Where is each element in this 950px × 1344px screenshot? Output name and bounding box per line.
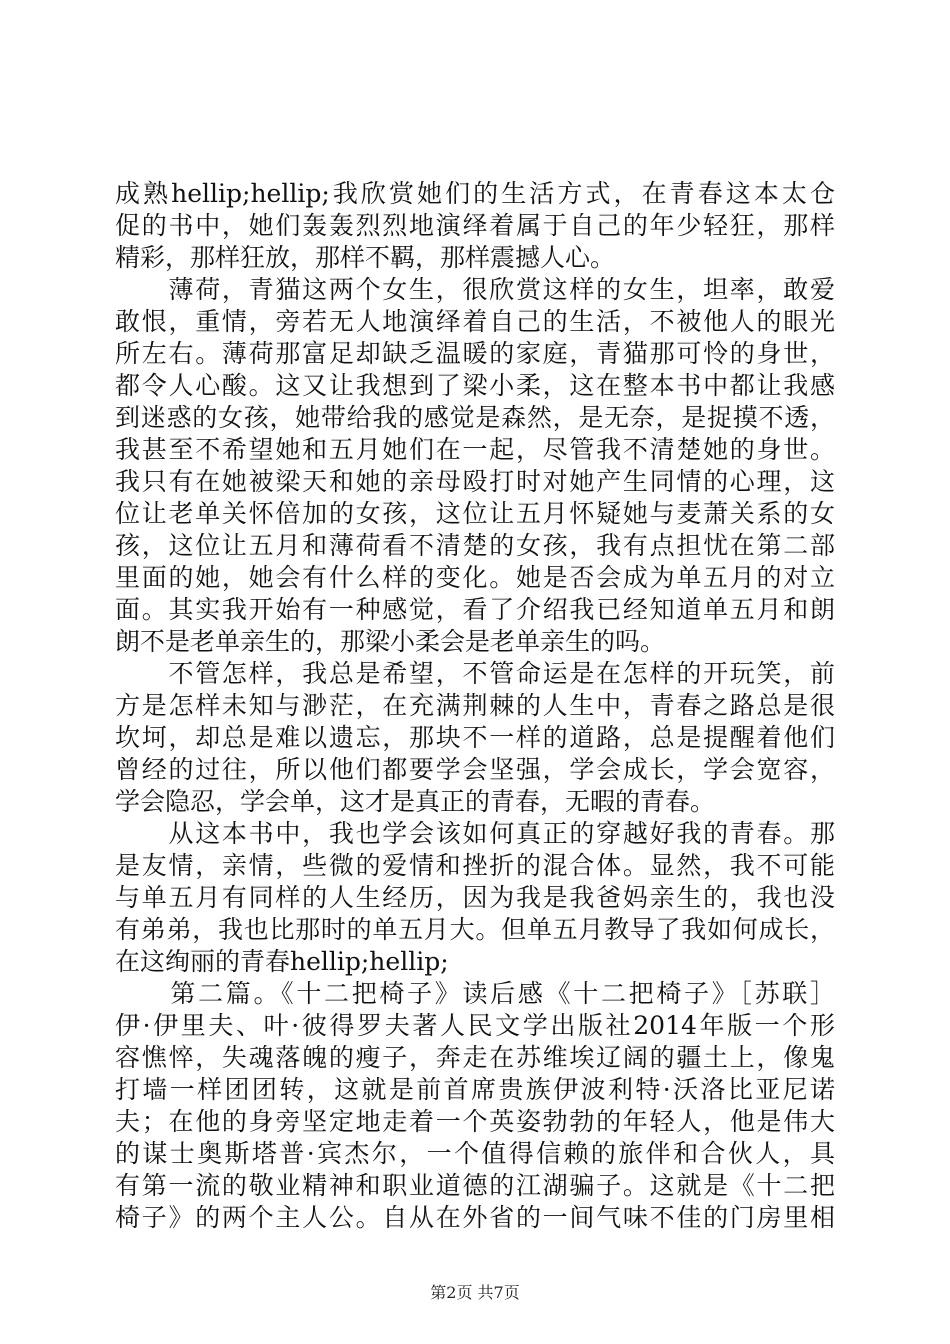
text-line: 坎坷，却总是难以遗忘，那块不一样的道路，总是提醒着他们: [115, 723, 835, 752]
text-line: 精彩，那样狂放，那样不羁，那样震撼人心。: [115, 243, 616, 272]
text-line: 有第一流的敬业精神和职业道德的江湖骗子。这就是《十二把: [115, 1171, 835, 1200]
text-line: 第二篇。《十二把椅子》读后感《十二把椅子》［苏联］: [115, 979, 835, 1008]
text-line: 到迷惑的女孩，她带给我的感觉是森然，是无奈，是捉摸不透，: [115, 403, 835, 432]
text-line: 是友情，亲情，些微的爱情和挫折的混合体。显然，我不可能: [115, 851, 835, 880]
text-line: 都令人心酸。这又让我想到了梁小柔，这在整本书中都让我感: [115, 371, 835, 400]
text-line: 我只有在她被梁天和她的亲母殴打时对她产生同情的心理，这: [115, 467, 835, 496]
text-line: 所左右。薄荷那富足却缺乏温暖的家庭，青猫那可怜的身世，: [115, 339, 835, 368]
text-line: 学会隐忍，学会单，这才是真正的青春，无暇的青春。: [115, 787, 716, 816]
text-line: 敢恨，重情，旁若无人地演绎着自己的生活，不被他人的眼光: [115, 307, 835, 336]
text-line: 不管怎样，我总是希望，不管命运是在怎样的开玩笑，前: [115, 659, 835, 688]
text-line: 容憔悴，失魂落魄的瘦子，奔走在苏维埃辽阔的疆土上，像鬼: [115, 1043, 835, 1072]
text-line: 伊·伊里夫、叶·彼得罗夫著人民文学出版社2014年版一个形: [115, 1011, 835, 1040]
text-line: 成熟hellip;hellip;我欣赏她们的生活方式，在青春这本太仓: [115, 179, 835, 208]
text-line: 在这绚丽的青春hellip;hellip;: [115, 947, 449, 976]
page-footer: 第2页 共7页: [430, 1283, 520, 1302]
text-line: 有弟弟，我也比那时的单五月大。但单五月教导了我如何成长，: [115, 915, 835, 944]
text-line: 与单五月有同样的人生经历，因为我是我爸妈亲生的，我也没: [115, 883, 835, 912]
text-line: 方是怎样未知与渺茫，在充满荆棘的人生中，青春之路总是很: [115, 691, 835, 720]
text-line: 椅子》的两个主人公。自从在外省的一间气味不佳的门房里相: [115, 1203, 835, 1232]
text-line: 促的书中，她们轰轰烈烈地演绎着属于自己的年少轻狂，那样: [115, 211, 835, 240]
text-line: 薄荷，青猫这两个女生，很欣赏这样的女生，坦率，敢爱: [115, 275, 835, 304]
text-line: 孩，这位让五月和薄荷看不清楚的女孩，我有点担忧在第二部: [115, 531, 835, 560]
body-text: [115, 178, 835, 1234]
text-line: 夫；在他的身旁坚定地走着一个英姿勃勃的年轻人，他是伟大: [115, 1107, 835, 1136]
text-line: 打墙一样团团转，这就是前首席贵族伊波利特·沃洛比亚尼诺: [115, 1075, 835, 1104]
text-line: 面。其实我开始有一种感觉，看了介绍我已经知道单五月和朗: [115, 595, 835, 624]
text-line: 里面的她，她会有什么样的变化。她是否会成为单五月的对立: [115, 563, 835, 592]
text-line: 从这本书中，我也学会该如何真正的穿越好我的青春。那: [115, 819, 835, 848]
text-line: 的谋士奥斯塔普·宾杰尔，一个值得信赖的旅伴和合伙人，具: [115, 1139, 835, 1168]
text-line: 曾经的过往，所以他们都要学会坚强，学会成长，学会宽容，: [115, 755, 835, 784]
text-line: 位让老单关怀倍加的女孩，这位让五月怀疑她与麦萧关系的女: [115, 499, 835, 528]
text-line: 朗不是老单亲生的，那梁小柔会是老单亲生的吗。: [115, 627, 666, 656]
text-line: 我甚至不希望她和五月她们在一起，尽管我不清楚她的身世。: [115, 435, 835, 464]
